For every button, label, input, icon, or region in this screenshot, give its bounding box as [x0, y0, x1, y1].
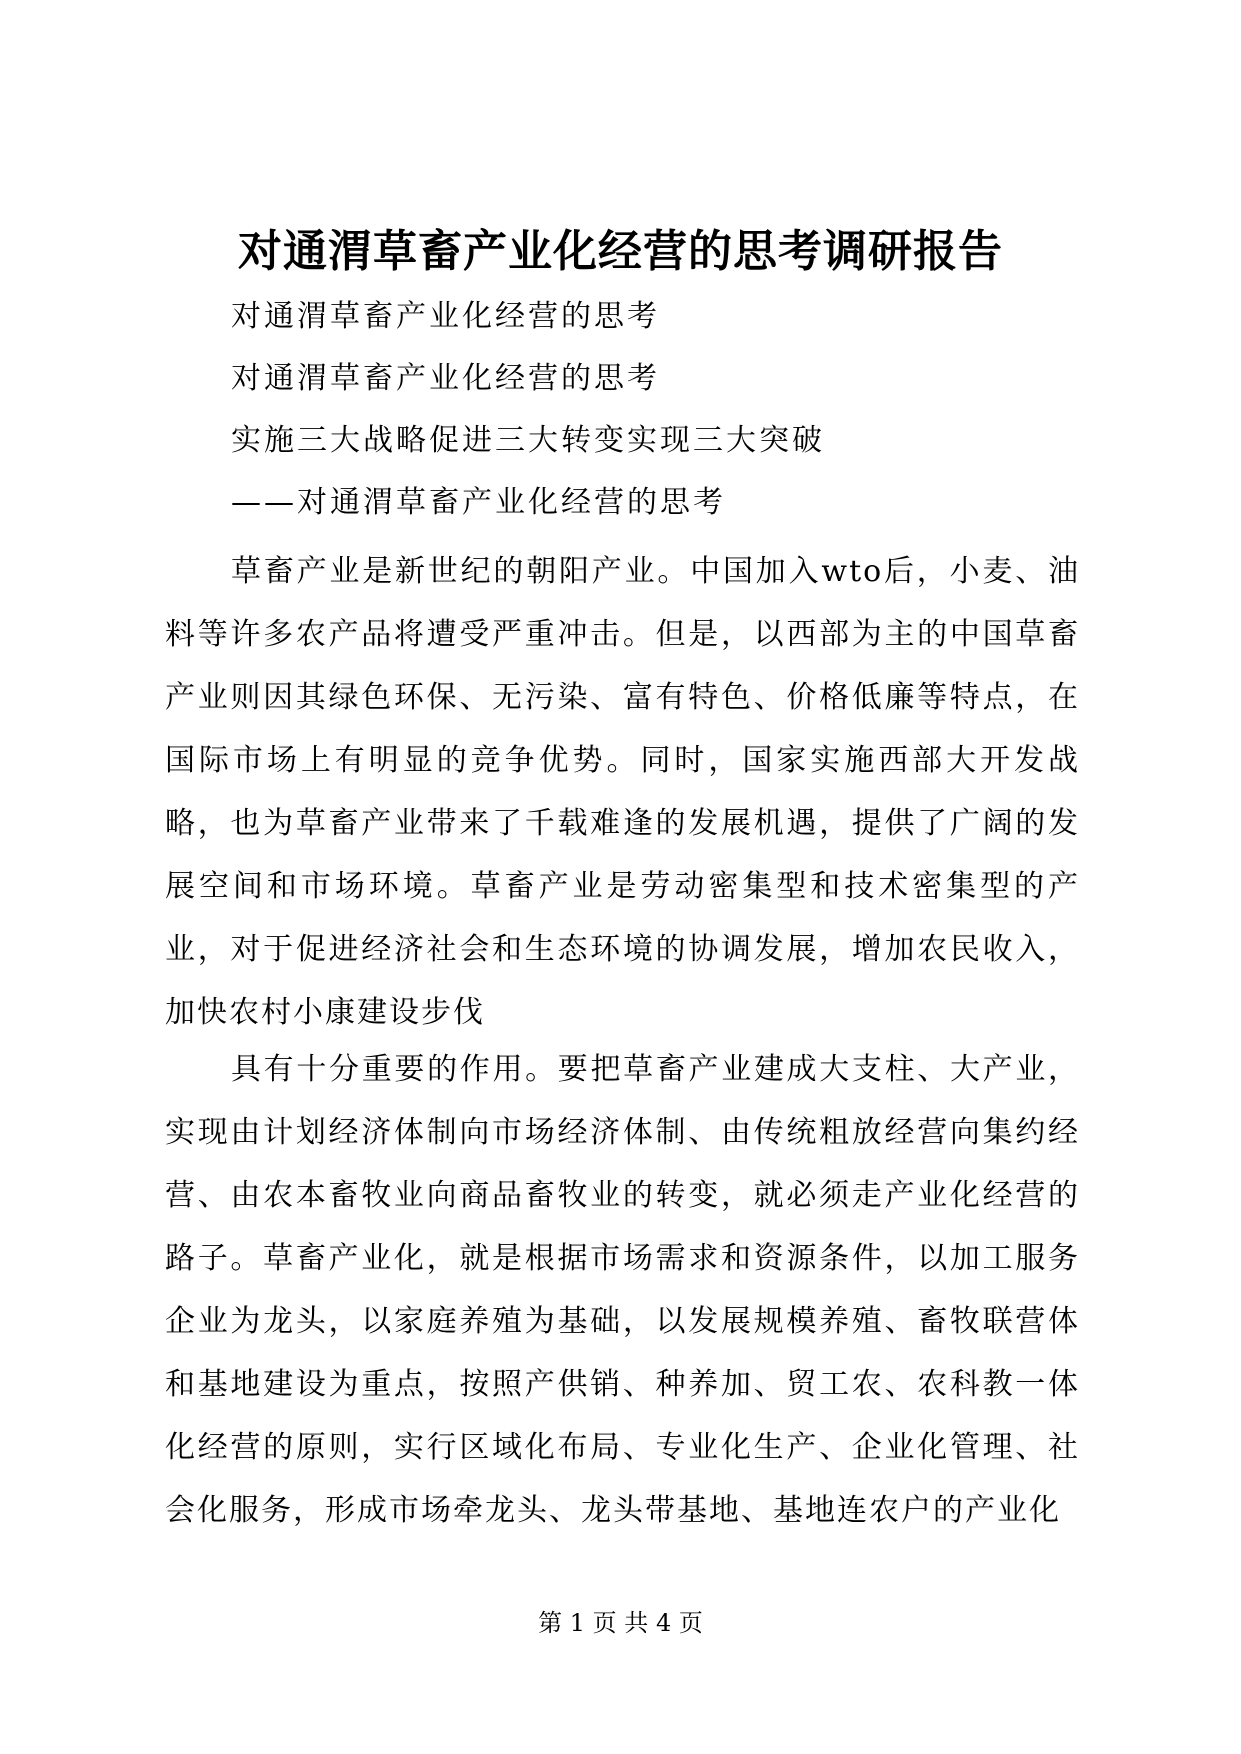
- subtitle-line: 对通渭草畜产业化经营的思考: [231, 299, 660, 334]
- body-paragraph: 草畜产业是新世纪的朝阳产业。中国加入wto后，小麦、油料等许多农产品将遭受严重冲击。但是，以西部为主的中国草畜产业则因其绿色环保、无污染、富有特色、价格低廉等特点，在国际市场上有明显的竞争优势。同时，国家实施西部大开发战略，也为草畜产业带来了千载难逢的发展机遇，提供了广阔的发展空间和市场环境。草畜产业是劳动密集型和技术密集型的产业，对于促进经济社会和生态环境的协调发展，增加农民收入，加快农村小康建设步伐: [165, 554, 1080, 1030]
- document-title: 对通渭草畜产业化经营的思考调研报告: [238, 226, 1003, 277]
- subtitle-line: 对通渭草畜产业化经营的思考: [231, 361, 660, 396]
- subtitle-line: ——对通渭草畜产业化经营的思考: [231, 485, 726, 520]
- page-number: 第 1 页 共 4 页: [538, 1609, 703, 1637]
- body-paragraph: 具有十分重要的作用。要把草畜产业建成大支柱、大产业，实现由计划经济体制向市场经济体制、由传统粗放经营向集约经营、由农本畜牧业向商品畜牧业的转变，就必须走产业化经营的路子。草畜产业化，就是根据市场需求和资源条件，以加工服务企业为龙头，以家庭养殖为基础，以发展规模养殖、畜牧联营体和基地建设为重点，按照产供销、种养加、贸工农、农科教一体化经营的原则，实行区域化布局、专业化生产、企业化管理、社会化服务，形成市场牵龙头、龙头带基地、基地连农户的产业化: [165, 1052, 1080, 1528]
- subtitle-line: 实施三大战略促进三大转变实现三大突破: [231, 423, 825, 458]
